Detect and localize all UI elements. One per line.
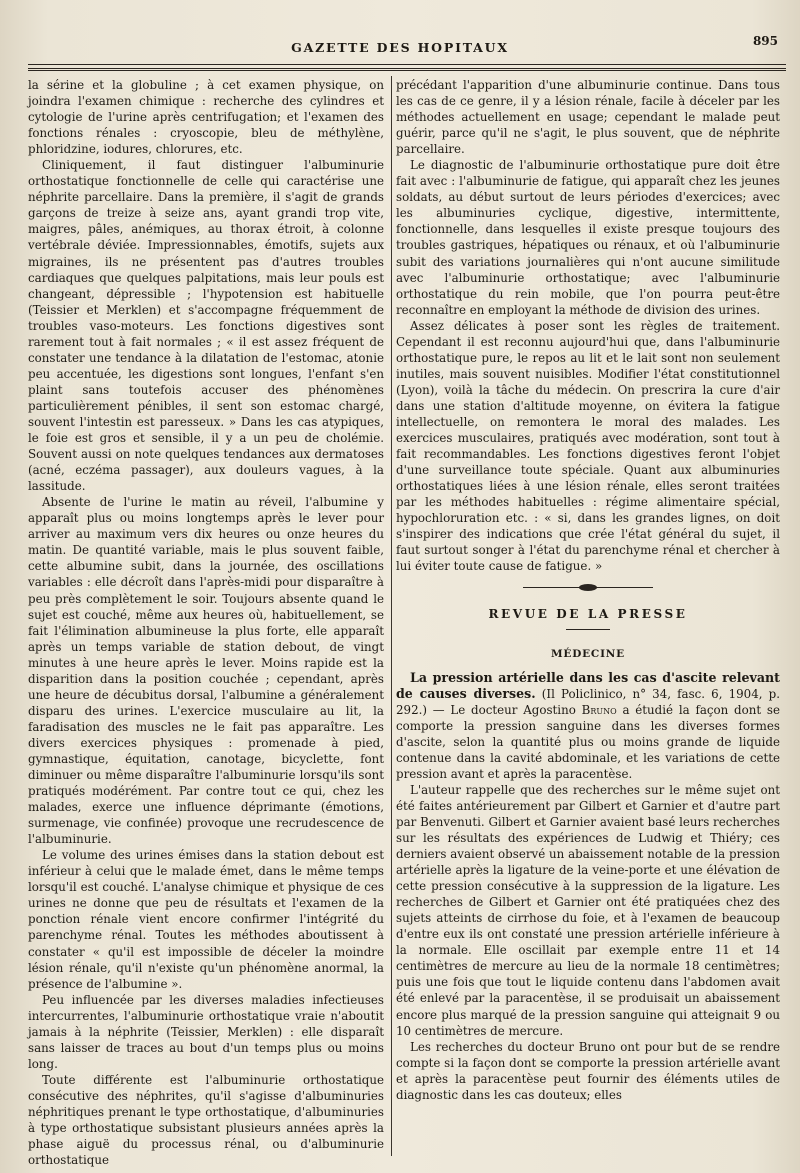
section-rule — [566, 629, 610, 630]
right-column — [396, 77, 780, 1103]
subsection-title: MÉDECINE — [550, 647, 625, 660]
running-head: GAZETTE DES HOPITAUX — [291, 40, 509, 55]
header-rule — [28, 64, 786, 65]
ornamental-separator — [523, 584, 653, 592]
paragraph: Assez délicates à poser sont les règles de traitement. Cependant il est reconnu aujourd'hui que, dans l'albuminurie orthostatique pure, le repos au lit et le lait sont non seulement inutiles, mais souvent nuisibles. Modifier l'état constitutionnel (Lyon), voilà la tâche du médecin. On prescrira la cure d'air dans une station d'altitude moyenne, on évitera la fatigue intellectuelle, on remontera le moral des malades. Les exercices musculaires, pratiqués avec modération, sont tout à fait recommandables. Les fonctions digestives feront l'objet d'une surveillance toute spéciale. Quant aux albuminuries orthostatiques liées à une lésion rénale, elles seront traitées par les méthodes habituelles : régime alimentaire spécial, hypochloruration etc. : « si, dans les grandes lignes, on doit s'inspirer des indications que crée l'état général du sujet, il faut surtout songer à l'état du parenchyme rénal et chercher à lui éviter toute cause de fatigue. » — [396, 318, 780, 574]
paragraph: L'auteur rappelle que des recherches sur le même sujet ont été faites antérieurement par Gilbert et Garnier et d'autre part par Benvenuti. Gilbert et Garnier avaient basé leurs recherches sur les résultats des expériences de Ludwig et Thiéry; ces derniers avaient observé un abaissement notable de la pression artérielle après la ligature de la veine-porte et une élévation de cette pression consécutive à la suppression de la ligature. Les recherches de Gilbert et Garnier ont été pratiquées chez des sujets atteints de cirrhose du foie, et à l'examen de beaucoup d'entre eux ils ont constaté une pression artérielle inférieure à la normale. Elle oscillait par exemple entre 11 et 14 centimètres de mercure au lieu de la normale 18 centimètres; puis une fois que tout le liquide contenu dans l'abdomen avait été enlevé par la paracentèse, il se produisait un abaissement encore plus marqué de la pression sanguine qui atteignait 9 ou 10 centimètres de mercure. — [396, 782, 780, 1038]
section-title: REVUE DE LA PRESSE — [488, 607, 688, 622]
paragraph: Toute différente est l'albuminurie orthostatique consécutive des néphrites, qu'il s'agisse d'albuminuries néphritiques prenant le type orthostatique, d'albuminuries à type orthostatique subsistant plusieurs années après la phase aiguë du processus rénal, ou d'albuminurie orthostatique — [28, 1072, 384, 1168]
article-author: Bruno — [581, 702, 617, 717]
page-number: 895 — [752, 34, 778, 48]
paragraph: Le diagnostic de l'albuminurie orthostatique pure doit être fait avec : l'albuminurie de fatigue, qui apparaît chez les jeunes soldats, au début surtout de leurs périodes d'exercices; avec les albuminuries cyclique, digestive, intermittente, fonctionnelle, dans lesquelles il existe presque toujours des troubles gastriques, hépatiques ou rénaux, et où l'albuminurie subit des variations journalières qui n'ont aucune similitude avec l'albuminurie orthostatique; avec l'albuminurie orthostatique du rein mobile, que l'on pourra peut-être reconnaître en employant la méthode de division des urines. — [396, 158, 780, 317]
separator-ornament — [579, 584, 597, 591]
left-column — [28, 77, 384, 1168]
paragraph: Le volume des urines émises dans la station debout est inférieur à celui que le malade émet, dans le même temps lorsqu'il est couché. L'analyse chimique et physique de ces urines ne donne que peu de résultats et l'examen de la ponction rénale vient encore confirmer l'intégrité du parenchyme rénal. Toutes les méthodes aboutissent à constater « qu'il est impossible de déceler la moindre lésion rénale, qu'il n'existe qu'un phénomène anormal, la présence de l'albumine ». — [28, 848, 384, 991]
article-lead-dash: — Le docteur Agostino — [432, 702, 576, 717]
paragraph: Peu influencée par les diverses maladies infectieuses intercurrentes, l'albuminurie orthostatique vraie n'aboutit jamais à la néphrite (Teissier, Merklen) : elle disparaît sans laisser de traces au bout d'un temps plus ou moins long. — [28, 992, 384, 1071]
article-title: La pression artérielle dans les cas d'ascite relevant de causes diverses. — [396, 669, 780, 701]
header-double-rule — [28, 68, 786, 71]
article-lead — [396, 670, 780, 782]
paragraph: Absente de l'urine le matin au réveil, l'albumine y apparaît plus ou moins longtemps après le lever pour arriver au maximum vers dix heures ou onze heures du matin. De quantité variable, mais le plus souvent faible, cette albumine subit, dans la journée, des oscillations variables : elle décroît dans l'après-midi pour disparaître à peu près complètement le soir. Toujours absente quand le sujet est couché, même aux heures où, habituellement, se fait l'élimination albumineuse la plus forte, elle apparaît après un temps variable de station debout, de vingt minutes à une heure après le lever. Moins rapide est la disparition dans la position couchée ; cependant, après une heure de décubitus dorsal, l'albumine a généralement disparu des urines. L'exercice musculaire au lit, la faradisation des muscles ne le fait pas apparaître. Les divers exercices physiques : promenade à pied, gymnastique, équitation, canotage, bicyclette, font diminuer ou même disparaître l'albuminurie lorsqu'ils sont pratiqués modérément. Par contre tout ce qui, chez les malades, exerce une influence déprimante (émotions, surmenage, vie confinée) provoque une recrudescence de l'albuminurie. — [28, 495, 384, 847]
paragraph: précédant l'apparition d'une albuminurie continue. Dans tous les cas de ce genre, il y a lésion rénale, facile à déceler par les méthodes actuellement en usage; cependant le malade peut guérir, parce qu'il ne s'agit, le plus souvent, que de néphrite parcellaire. — [396, 78, 780, 157]
article-source: (Il Policlinico, n° 34, fasc. 6, 1904, p. 292.) — [396, 686, 780, 717]
paragraph: Cliniquement, il faut distinguer l'albuminurie orthostatique fonctionnelle de celle qui caractérise une néphrite parcellaire. Dans la première, il s'agit de grands garçons de treize à seize ans, ayant grandi trop vite, maigres, pâles, anémiques, au thorax étroit, à colonne vertébrale déviée. Impressionnables, émotifs, sujets aux migraines, ils ne présentent pas d'autres troubles cardiaques que quelques palpitations, mais leur pouls est changeant, dépressible ; l'hypotension est habituelle (Teissier et Merklen) et s'accompagne fréquemment de troubles vaso-moteurs. Les fonctions digestives sont rarement tout à fait normales ; « il est assez fréquent de constater une tendance à la dilatation de l'estomac, atonie peu accentuée, les digestions sont longues, l'enfant s'en plaint sans toutefois accuser des phénomènes particulièrement pénibles, il sent son estomac chargé, souvent l'intestin est paresseux. » Dans les cas atypiques, le foie est gros et sensible, il y a un peu de cholémie. Souvent aussi on note quelques tendances aux dermatoses (acné, eczéma passager), aux douleurs vagues, à la lassitude. — [28, 158, 384, 494]
article-lead-text: a étudié la façon dont se comporte la pression sanguine dans les diverses formes d'ascite, selon la quantité plus ou moins grande de liquide contenue dans la cavité abdominale, et les variations de cette pression avant et après la paracentèse. — [396, 702, 781, 781]
paragraph: la sérine et la globuline ; à cet examen physique, on joindra l'examen chimique : recherche des cylindres et cytologie de l'urine après centrifugation; et l'examen des fonctions rénales : cryoscopie, bleu de méthylène, phloridzine, iodures, chlorures, etc. — [28, 78, 384, 157]
column-divider — [391, 76, 392, 1156]
paragraph: Les recherches du docteur Bruno ont pour but de se rendre compte si la façon dont se comporte la pression artérielle avant et après la paracentèse peut fournir des éléments utiles de diagnostic dans les cas douteux; elles — [396, 1039, 780, 1102]
